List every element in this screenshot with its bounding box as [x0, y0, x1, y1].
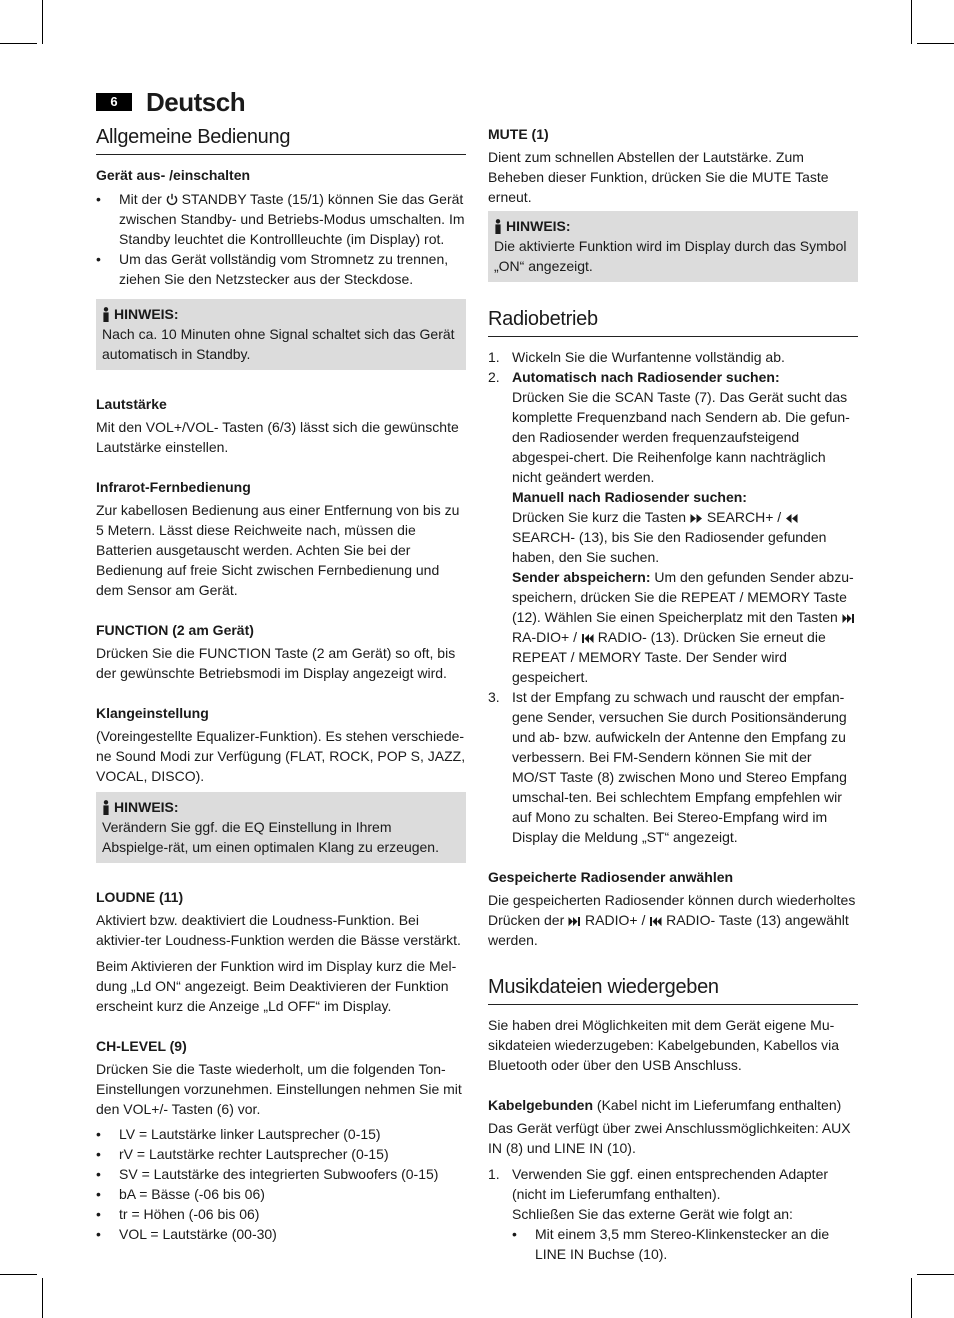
paragraph: Dient zum schnellen Abstellen der Lautstärke. Zum Beheben dieser Funktion, drücken Sie die MUTE Taste erneut.: [488, 149, 829, 205]
list-item: • tr = Höhen (-06 bis 06): [96, 1204, 466, 1224]
note-box: [96, 299, 466, 370]
crop-mark: [917, 43, 954, 44]
subheading-mute: MUTE (1): [488, 126, 549, 142]
right-column: [488, 124, 858, 1264]
manual-search-title: Manuell nach Radiosender suchen:: [512, 489, 747, 505]
list-item: 3. Ist der Empfang zu schwach und rauscht der empfan-gene Sender, versuchen Sie durch Positionsänderung und ab- bzw. aufwickeln der Antenne den Empfang zu verbessern. Bei FM-Sendern können Sie mit der MO/ST Taste (8) zwischen Mono und Stereo Empfang umschal-ten. Bei schlechtem Empfang empfehlen wir auf Mono zu schalten. Bei Stereo-Empfang wird im Display die Meldung „ST“ angezeigt.: [488, 689, 847, 845]
crop-mark: [911, 1278, 912, 1318]
crop-mark: [0, 1274, 37, 1275]
note-box: [96, 792, 466, 863]
paragraph: Kabelgebunden (Kabel nicht im Lieferumfang enthalten): [488, 1097, 842, 1113]
skip-next-icon: [568, 916, 581, 927]
list-item: • bA = Bässe (-06 bis 06): [96, 1184, 466, 1204]
paragraph: Zur kabellosen Bedienung aus einer Entfernung von bis zu 5 Metern. Lässt diese Reichweite nach, müssen die Batterien ausgetauscht werden. Achten Sie bei der Bedienung auf freie Sicht zwischen Fernbedienung und dem Sensor am Gerät.: [96, 502, 460, 598]
info-icon: [494, 219, 502, 234]
cable-title: Kabelgebunden: [488, 1097, 594, 1113]
paragraph: Sie haben drei Möglichkeiten mit dem Gerät eigene Mu-sikdateien wiederzugeben: Kabelgebunden, Kabellos via Bluetooth oder über den USB Anschluss.: [488, 1017, 840, 1073]
subheading-function: FUNCTION (2 am Gerät): [96, 622, 254, 638]
radio-steps: [488, 347, 858, 847]
list-item: 1. Wickeln Sie die Wurfantenne vollständig ab.: [488, 349, 785, 365]
power-icon: [166, 193, 178, 206]
skip-previous-icon: [581, 633, 594, 644]
rewind-icon: [785, 513, 798, 524]
note-title: HINWEIS:: [114, 799, 179, 815]
list-item: • SV = Lautstärke des integrierten Subwoofers (0-15): [96, 1164, 466, 1184]
skip-next-icon: [842, 613, 855, 624]
crop-mark: [917, 1274, 954, 1275]
paragraph: Die gespeicherten Radiosender können durch wiederholtes Drücken der RADIO+ / RADIO- Taste (13) angewählt werden.: [488, 892, 856, 948]
paragraph: Drücken Sie die FUNCTION Taste (2 am Gerät) so oft, bis der gewünschte Betriebsmodi im Display angezeigt wird.: [96, 645, 456, 681]
store-station-title: Sender abspeichern:: [512, 569, 651, 585]
paragraph: Das Gerät verfügt über zwei Anschlussmöglichkeiten: AUX IN (8) und LINE IN (10).: [488, 1120, 851, 1156]
note-title: HINWEIS:: [114, 306, 179, 322]
paragraph: Drücken Sie die Taste wiederholt, um die folgenden Ton-Einstellungen vorzunehmen. Einstellungen nehmen Sie mit den VOL+/- Tasten (6) vor.: [96, 1061, 462, 1117]
crop-mark: [911, 0, 912, 44]
info-icon: [102, 307, 110, 322]
paragraph: (Voreingestellte Equalizer-Funktion). Es stehen verschiede-ne Sound Modi zur Verfügung (FLAT, ROCK, POP S, JAZZ, VOCAL, DISCO).: [96, 728, 466, 784]
note-text: Die aktivierte Funktion wird im Display durch das Symbol „ON“ angezeigt.: [494, 238, 847, 274]
subheading-sound: Klangeinstellung: [96, 705, 209, 721]
page-number: 6: [96, 93, 132, 111]
list-item: 2. Automatisch nach Radiosender suchen: Drücken Sie die SCAN Taste (7). Das Gerät sucht das komplette Frequenzband nach Sendern ab. Die gefun-den Radiosender werden frequenzaufsteigend abgespei-chert. Die Reihenfolge kann nachträglich nicht geändert werden. Manuell nach Radiosender suchen: Drücken Sie kurz die Tasten SEARCH+ / SEARCH- (13), bis Sie den Radiosender gefunden haben, den Sie suchen. Sender abspeichern: Um den gefunden Sender abzu-speichern, drücken Sie die REPEAT / MEMORY Taste (12). Wählen Sie einen Speicherplatz mit den Tasten RA-DIO+ / RADIO- (13). Drücken Sie erneut die REPEAT / MEMORY Taste. Der Sender wird gespeichert.: [488, 369, 854, 685]
auto-search-title: Automatisch nach Radiosender suchen:: [512, 369, 780, 385]
list-item: • VOL = Lautstärke (00-30): [96, 1224, 466, 1244]
paragraph: Aktiviert bzw. deaktiviert die Loudness-Funktion. Bei aktivier-ter Loudness-Funktion werden die Bässe verstärkt.: [96, 912, 461, 948]
subheading-volume: Lautstärke: [96, 396, 167, 412]
list-item: • Um das Gerät vollständig vom Stromnetz zu trennen, ziehen Sie den Netzstecker aus der Steckdose.: [96, 249, 466, 289]
list-item: • LV = Lautstärke linker Lautsprecher (0-15): [96, 1124, 466, 1144]
subheading-remote: Infrarot-Fernbedienung: [96, 479, 251, 495]
subheading-power: Gerät aus- /einschalten: [96, 167, 251, 183]
crop-mark: [0, 43, 37, 44]
paragraph: Beim Aktivieren der Funktion wird im Display kurz die Mel-dung „Ld ON“ angezeigt. Beim Deaktivieren der Funktion erscheint kurz die Anzeige „Ld OFF“ im Display.: [96, 958, 457, 1014]
left-column: [96, 124, 466, 1244]
note-title: HINWEIS:: [506, 218, 571, 234]
note-text: Nach ca. 10 Minuten ohne Signal schaltet sich das Gerät automatisch in Standby.: [102, 326, 455, 362]
fast-forward-icon: [690, 513, 703, 524]
skip-previous-icon: [649, 916, 662, 927]
note-text: Verändern Sie ggf. die EQ Einstellung in Ihrem Abspielge-rät, um einen optimalen Klang zu erzeugen.: [102, 819, 439, 855]
subheading-chlevel: CH-LEVEL (9): [96, 1038, 187, 1054]
info-icon: [102, 800, 110, 815]
crop-mark: [42, 0, 43, 44]
section-title-radio: Radiobetrieb: [488, 306, 858, 337]
crop-mark: [42, 1278, 43, 1318]
list-item: • Mit einem 3,5 mm Stereo-Klinkenstecker an die LINE IN Buchse (10).: [512, 1224, 858, 1264]
subheading-loudness: LOUDNE (11): [96, 889, 184, 905]
chlevel-list: [96, 1124, 466, 1244]
page-language-title: Deutsch: [146, 87, 246, 117]
subheading-stored-stations: Gespeicherte Radiosender anwählen: [488, 869, 734, 885]
list-item: 1. Verwenden Sie ggf. einen entsprechenden Adapter (nicht im Lieferumfang enthalten). Schließen Sie das externe Gerät wie folgt an: • Mit einem 3,5 mm Stereo-Klinkenstecker an die LINE IN Buchse (10).: [488, 1164, 858, 1264]
note-box: [488, 211, 858, 282]
page-header: [96, 86, 496, 120]
power-bullet-list: [96, 189, 466, 289]
list-item: • rV = Lautstärke rechter Lautsprecher (0-15): [96, 1144, 466, 1164]
paragraph: Mit den VOL+/VOL- Tasten (6/3) lässt sich die gewünschte Lautstärke einstellen.: [96, 419, 459, 455]
section-title: Allgemeine Bedienung: [96, 124, 466, 155]
list-item: • Mit der STANDBY Taste (15/1) können Sie das Gerät zwischen Standby- und Betriebs-Modus umschalten. Im Standby leuchtet die Kontrollleuchte (im Display) rot.: [96, 189, 466, 249]
section-title-music: Musikdateien wiedergeben: [488, 974, 858, 1005]
cable-steps: [488, 1164, 858, 1264]
cable-sub-list: [512, 1224, 858, 1264]
